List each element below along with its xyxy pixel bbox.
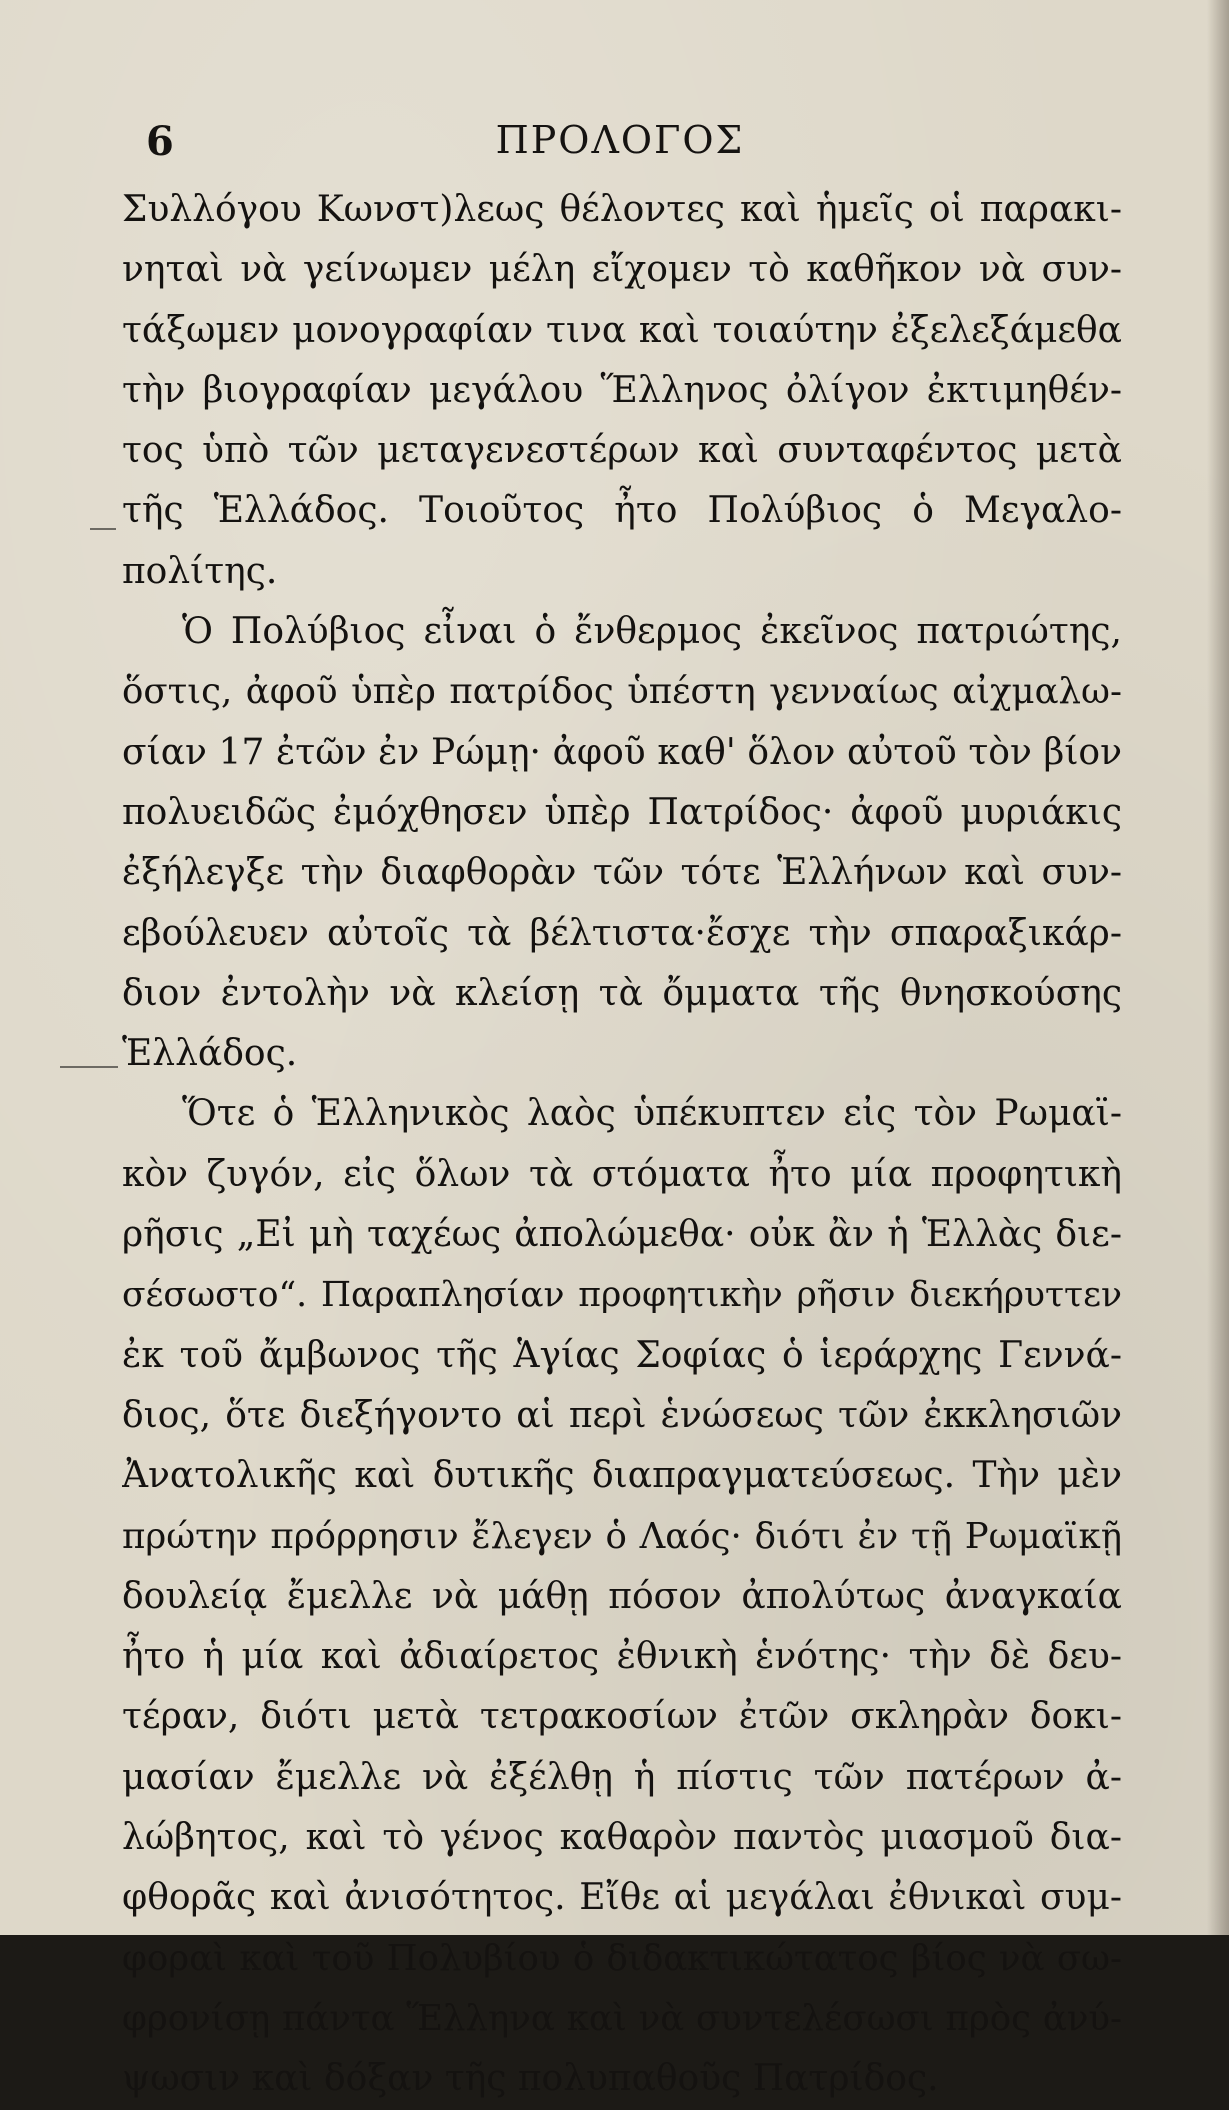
text-line: εβούλευεν αὐτοῖς τὰ βέλτιστα·ἔσχε τὴν σπαραξικάρ- <box>122 912 1122 954</box>
text-line: ὅστις, ἀφοῦ ὑπὲρ πατρίδος ὑπέστη γενναίως αἰχμαλω- <box>122 671 1122 713</box>
text-line: νηταὶ νὰ γείνωμεν μέλη εἴχομεν τὸ καθῆκον νὰ συν- <box>122 249 1122 291</box>
text-line: πολίτης. <box>122 550 278 592</box>
text-line: Ἀνατολικῆς καὶ δυτικῆς διαπραγματεύσεως. Τὴν μὲν <box>122 1455 1122 1497</box>
page-header <box>120 118 1120 168</box>
text-line: σίαν 17 ἐτῶν ἐν Ρώμῃ· ἀφοῦ καθ' ὅλον αὐτοῦ τὸν βίον <box>122 731 1122 773</box>
text-line: φθορᾶς καὶ ἀνισότητος. Εἴθε αἱ μεγάλαι ἐθνικαὶ συμ- <box>122 1877 1122 1919</box>
text-line: διον ἐντολὴν νὰ κλείσῃ τὰ ὄμματα τῆς θνησκούσης <box>122 972 1122 1014</box>
margin-mark <box>90 528 116 530</box>
text-line: ἐκ τοῦ ἄμβωνος τῆς Ἁγίας Σοφίας ὁ ἱεράρχης Γεννά- <box>122 1334 1122 1376</box>
text-line: διος, ὅτε διεξήγοντο αἱ περὶ ἑνώσεως τῶν ἐκκλησιῶν <box>122 1394 1122 1436</box>
text-line: τάξωμεν μονογραφίαν τινα καὶ τοιαύτην ἐξελεξάμεθα <box>122 309 1122 351</box>
text-line: ψωσιν καὶ δόξαν τῆς πολυπαθοῦς Πατρίδος. <box>122 2058 939 2100</box>
text-line: λώβητος, καὶ τὸ γένος καθαρὸν παντὸς μιασμοῦ δια- <box>122 1817 1122 1859</box>
text-line: κὸν ζυγόν, εἰς ὅλων τὰ στόματα ἦτο μία προφητικὴ <box>122 1153 1122 1195</box>
text-line: Ἑλλάδος. <box>122 1033 298 1075</box>
text-line: τὴν βιογραφίαν μεγάλου Ἕλληνος ὀλίγον ἐκτιμηθέν- <box>122 369 1122 411</box>
text-line: Ὁ Πολύβιος εἶναι ὁ ἔνθερμος ἐκεῖνος πατριώτης, <box>182 611 1122 653</box>
text-line: πρώτην πρόρρησιν ἔλεγεν ὁ Λαός· διότι ἐν τῇ Ρωμαϊκῇ <box>122 1515 1122 1557</box>
text-line: σέσωστο“. Παραπλησίαν προφητικὴν ρῆσιν διεκήρυττεν <box>122 1275 1122 1316</box>
text-line: τέραν, διότι μετὰ τετρακοσίων ἐτῶν σκληρὰν δοκι- <box>122 1696 1122 1738</box>
page-number: 6 <box>146 118 174 165</box>
text-line: ρῆσις „Εἰ μὴ ταχέως ἀπολώμεθα· οὐκ ἂν ἡ Ἑλλὰς διε- <box>122 1214 1122 1256</box>
text-line: ἦτο ἡ μία καὶ ἀδιαίρετος ἐθνικὴ ἑνότης· τὴν δὲ δευ- <box>122 1636 1122 1678</box>
text-line: τῆς Ἑλλάδος. Τοιοῦτος ἦτο Πολύβιος ὁ Μεγαλο- <box>122 490 1122 532</box>
margin-mark <box>60 1066 118 1068</box>
text-line: φρονίσῃ πάντα Ἕλληνα καὶ νὰ συντελέσωσι πρὸς ἀνύ- <box>122 1997 1122 2039</box>
text-line: τος ὑπὸ τῶν μεταγενεστέρων καὶ συνταφέντος μετὰ <box>122 430 1122 472</box>
text-line: φοραὶ καὶ τοῦ Πολυβίου ὁ διδακτικώτατος βίος νὰ σω- <box>122 1937 1122 1979</box>
text-line: Συλλόγου Κωνστ)λεως θέλοντες καὶ ἡμεῖς οἱ παρακι- <box>122 189 1122 230</box>
running-head: ΠΡΟΛΟΓΟΣ <box>495 118 745 162</box>
text-line: ἐξήλεγξε τὴν διαφθορὰν τῶν τότε Ἑλλήνων καὶ συν- <box>122 852 1122 894</box>
text-line: μασίαν ἔμελλε νὰ ἐξέλθῃ ἡ πίστις τῶν πατέρων ἀ- <box>122 1756 1122 1798</box>
text-line: δουλείᾳ ἔμελλε νὰ μάθῃ πόσον ἀπολύτως ἀναγκαία <box>122 1575 1122 1617</box>
page-edge-shadow <box>1207 0 1229 1935</box>
body-text <box>122 180 1122 2110</box>
text-line: Ὅτε ὁ Ἑλληνικὸς λαὸς ὑπέκυπτεν εἰς τὸν Ρωμαϊ- <box>182 1093 1122 1135</box>
text-line: πολυειδῶς ἐμόχθησεν ὑπὲρ Πατρίδος· ἀφοῦ μυριάκις <box>122 791 1122 833</box>
